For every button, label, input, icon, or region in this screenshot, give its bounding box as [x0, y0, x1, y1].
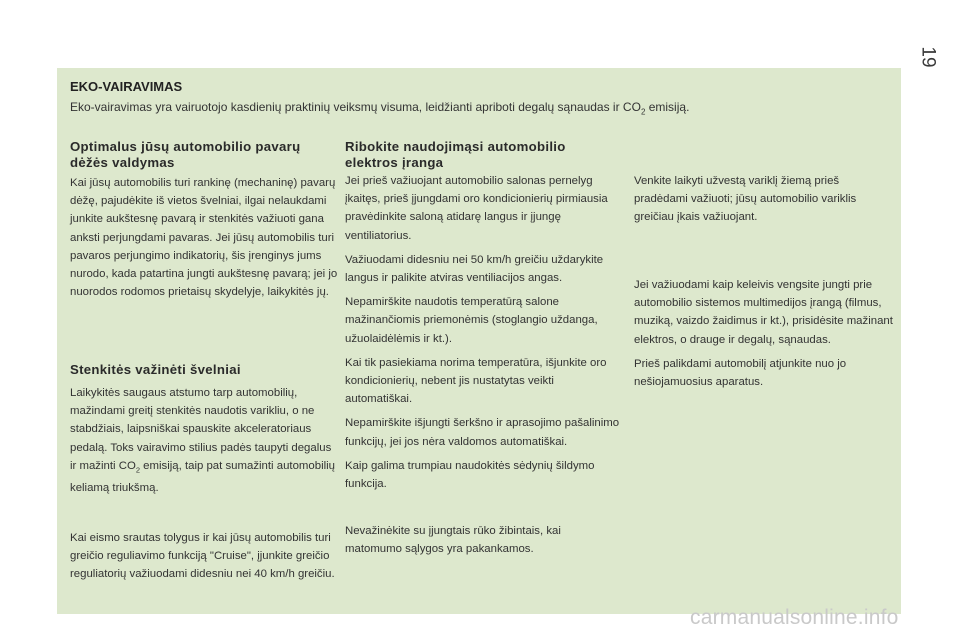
smooth-driving-text	[70, 384, 340, 504]
intro-tail: emisiją.	[645, 100, 690, 114]
electrical-item: Jei prieš važiuojant automobilio salonas pernelyg įkaitęs, prieš įjungdami oro kondicionierių pirmiausia pravėdinkite saloną atidarę langus ir įjungę ventiliatorius.	[345, 175, 608, 242]
smooth-subscript: 2	[135, 465, 140, 475]
electrical-item: Kaip galima trumpiau naudokitės sėdynių šildymo funkcija.	[345, 459, 595, 491]
section-title: EKO-VAIRAVIMAS	[70, 79, 183, 94]
smooth-text-b: emisiją, taip pat sumažinti automobilių keliamą triukšmą.	[70, 459, 335, 495]
smooth-text-a: Laikykitės saugaus atstumo tarp automobilių, mažindami greitį stenkitės naudotis varikliu, o ne stabdžiais, laipsniškai spauskite akceleratoriaus pedalą. Toks vairavimo stilius padės taupyti degalus ir mažinti CO	[70, 387, 332, 472]
fog-lights-text	[345, 522, 620, 564]
gearbox-paragraph: Kai jūsų automobilis turi rankinę (mechaninę) pavarų dėžę, pajudėkite iš vietos švelniai, ilgai nelaukdami junkite aukštesnę pavarą ir stenkitės važiuoti gana anksti perjungdami pavaras. Jei jūsų automobilis turi pavaros perjungimo indikatorių, šis įrenginys jums nurodo, kada patartina jungti aukštesnę pavarą; jei jo nuorodos rodomos prietaisų skydelyje, laikykitės jų.	[70, 177, 338, 299]
electrical-heading: Ribokite naudojimąsi automobilio elektros įranga	[345, 139, 566, 170]
smooth-driving-heading: Stenkitės važinėti švelniai	[70, 362, 241, 377]
engine-warmup-paragraph: Venkite laikyti užvestą variklį žiemą prieš pradėdami važiuoti; jūsų automobilio variklis greičiau įkais važiuojant.	[634, 175, 857, 224]
gearbox-text	[70, 174, 350, 307]
portable-devices-paragraph: Prieš palikdami automobilį atjunkite nuo jo nešiojamuosius aparatus.	[634, 357, 847, 389]
electrical-item: Važiuodami didesniu nei 50 km/h greičiu uždarykite langus ir palikite atviras ventiliacijos angas.	[345, 253, 604, 285]
gearbox-heading: Optimalus jūsų automobilio pavarų dėžės valdymas	[70, 139, 301, 170]
cruise-paragraph: Kai eismo srautas tolygus ir kai jūsų automobilis turi greičio reguliavimo funkciją "Cruise", įjunkite greičio reguliatorių važiuodami didesniu nei 40 km/h greičiu.	[70, 532, 335, 581]
fog-lights-paragraph: Nevažinėkite su įjungtais rūko žibintais, kai matomumo sąlygos yra pakankamos.	[345, 525, 561, 556]
cruise-text	[70, 529, 340, 590]
smooth-driving-paragraph	[70, 384, 340, 498]
electrical-item: Nepamirškite naudotis temperatūrą salone mažinančiomis priemonėmis (stoglangio uždanga, užuolaidėlėmis ir kt.).	[345, 296, 598, 345]
electrical-item: Nepamirškite išjungti šerkšno ir aprasojimo pašalinimo funkcijų, jei jos nėra valdomos automatiškai.	[345, 417, 620, 448]
watermark: carmanualsonline.info	[690, 606, 899, 629]
multimedia-text	[634, 276, 896, 397]
engine-warmup-text	[634, 172, 896, 233]
multimedia-paragraph: Jei važiuodami kaip keleivis vengsite jungti prie automobilio sistemos multimedijos įrangą (filmus, muziką, vaizdo žaidimus ir kt.), prisidėsite mažinant elektros, o drauge ir degalų, sąnaudas.	[634, 279, 893, 346]
intro-text	[70, 100, 689, 116]
intro-main: Eko-vairavimas yra vairuotojo kasdienių praktinių veiksmų visuma, leidžianti apriboti degalų sąnaudas ir CO	[70, 100, 641, 114]
electrical-list	[345, 172, 620, 499]
electrical-item: Kai tik pasiekiama norima temperatūra, išjunkite oro kondicionierių, nebent jis nustatytas veikti automatiškai.	[345, 356, 607, 406]
page-number: 19	[917, 46, 939, 68]
intro-subscript: 2	[640, 107, 646, 117]
